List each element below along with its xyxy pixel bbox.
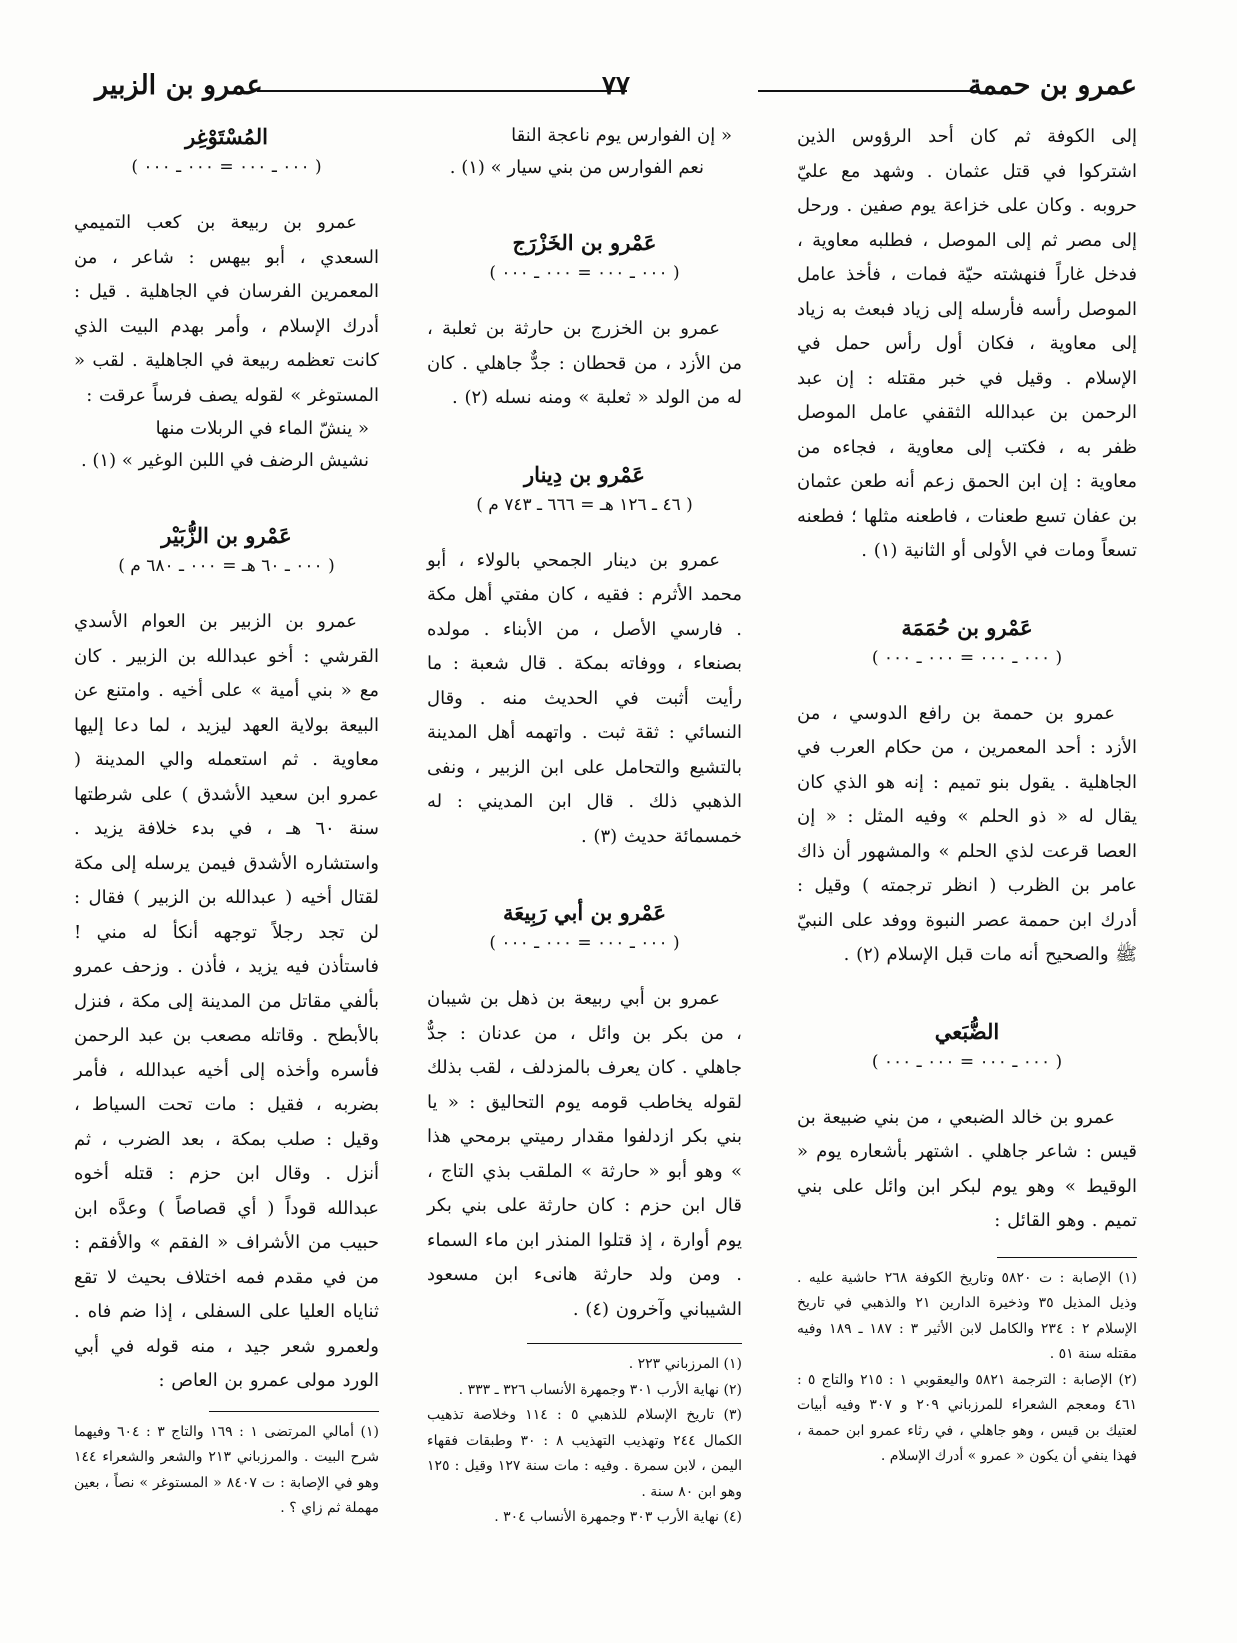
continued-text: إلى الكوفة ثم كان أحد الرؤوس الذين اشتركوا في قتل عثمان . وشهد مع عليّ حروبه . وكان على خزاعة يوم صفين . ورحل إلى مصر ثم إلى الموصل ، فطلبه معاوية ، فدخل غاراً فنهشته حيّة فمات ، فأخذ عامل الموصل رأسه فأرسله إلى زياد فبعث به زياد إلى معاوية ، فكان أول رأس حمل في الإسلام . وقيل في خبر مقتله : إن عبد الرحمن بن عبدالله الثقفي عامل الموصل ظفر به ، فكتب إلى معاوية ، فجاءه من معاوية : إن ابن الحمق زعم أنه طعن عثمان بن عفان تسع طعنات ، فاطعنه مثلها ؛ فطعنه تسعاً ومات في الأولى أو الثانية (١) . xyxy=(797,126,1137,561)
entry-dates: ( ٤٦ ـ ١٢٦ هـ = ٦٦٦ ـ ٧٤٣ م ) xyxy=(476,494,693,515)
entry-dates: ( ٠٠٠ ـ ٠٠٠ = ٠٠٠ ـ ٠٠٠ ) xyxy=(131,157,322,177)
entry-dates: ( ٠٠٠ ـ ٦٠ هـ = ٠٠٠ ـ ٦٨٠ م ) xyxy=(118,556,335,576)
entry-text: عمرو بن الخزرج بن حارثة بن ثعلبة ، من الأزد ، من قحطان : جدٌّ جاهلي . كان له من الولد « ثعلبة » ومنه نسله (٢) . xyxy=(427,318,742,408)
footnote-rule xyxy=(209,1411,379,1412)
entry-amr-ibn-dinar xyxy=(427,458,742,855)
footnote: (١) المرزباني ٢٢٣ . xyxy=(628,1356,742,1372)
footnote: (٣) تاريخ الإسلام للذهبي ٥ : ١١٤ وخلاصة تذهيب الكمال ٢٤٤ وتهذيب التهذيب ٨ : ٣٠ وطبقات فقهاء اليمن ، لابن سمرة . وفيه : مات سنة ١٢٧ وقيل : ١٢٥ وهو ابن ٨٠ سنة . xyxy=(427,1407,743,1500)
entry-text: عمرو بن ربيعة بن كعب التميمي السعدي ، أبو بيهس : شاعر ، من المعمرين الفرسان في الجاهلية . قيل : أدرك الإسلام ، وأمر بهدم البيت الذي كانت تعظمه ربيعة في الجاهلية . لقب « المستوغر » لقوله يصف فرساً عرقت : xyxy=(74,212,379,406)
entry-dates: ( ٠٠٠ ـ ٠٠٠ = ٠٠٠ ـ ٠٠٠ ) xyxy=(871,1051,1063,1072)
entry-amr-ibn-abi-rabia xyxy=(427,896,742,1327)
entry-text: عمرو بن أبي ربيعة بن ذهل بن شيبان ، من بكر بن وائل ، من عدنان : جدٌّ جاهلي . كان يعرف بالمزدلف ، لقب بذلك لقوله يخاطب قومه يوم التحاليق : « يا بني بكر ازدلفوا مقدار رميتي برمحي هذا » وهو أبو « حارثة » الملقب بذي التاج ، قال ابن حزم : كان حارثة على بني بكر يوم أوارة ، إذ قتلوا المنذر ابن ماء السماء . ومن ولد حارثة هانىء ابن مسعود الشيباني وآخرون (٤) . xyxy=(427,988,742,1320)
entry-dates: ( ٠٠٠ ـ ٠٠٠ = ٠٠٠ ـ ٠٠٠ ) xyxy=(489,933,680,953)
entry-heading: المُسْتَوْغِر xyxy=(185,124,268,149)
entry-text: عمرو بن دينار الجمحي بالولاء ، أبو محمد الأثرم : فقيه ، كان مفتي أهل مكة . فارسي الأصل ، من الأبناء . مولده بصنعاء ، ووفاته بمكة . قال شعبة : ما رأيت أثبت في الحديث منه . وقال النسائي : ثقة ثبت . واتهمه أهل المدينة بالتشيع والتحامل على ابن الزبير ، ونفى الذهبي ذلك . قال ابن المديني : له خمسمائة حديث (٣) . xyxy=(427,549,742,847)
footnote: (٢) الإصابة : الترجمة ٥٨٢١ واليعقوبي ١ : ٢١٥ والتاج ٥ : ٤٦١ ومعجم الشعراء للمرزباني ٢٠٩ و ٣٠٧ وفيه أبيات لعتيك بن قيس ، وهو جاهلي ، في رثاء عمرو ابن حممة ، فهذا ينفي أن يكون « عمرو » أدرك الإسلام . xyxy=(797,1371,1137,1464)
entry-heading: عَمْرو بن دِينار xyxy=(524,461,645,487)
page-number: ٧٧ xyxy=(602,71,630,101)
column-middle xyxy=(427,120,742,1618)
verse xyxy=(74,413,369,477)
header-rule-left xyxy=(257,90,627,92)
entry-al-dubai xyxy=(797,1015,1137,1239)
verse-line: نشيش الرضف في اللبن الوغير » (١) . xyxy=(80,450,369,471)
entry-text: عمرو بن الزبير بن العوام الأسدي القرشي : أخو عبدالله بن الزبير . كان مع « بني أمية » على أخيه . وامتنع عن البيعة بولاية العهد ليزيد ، لما دعا إليها معاوية . ثم استعمله والي المدينة ( عمرو ابن سعيد الأشدق ) على شرطتها سنة ٦٠ هـ ، في بدء خلافة يزيد . واستشاره الأشدق فيمن يرسله إلى مكة لقتال أخيه ( عبدالله بن الزبير ) فقال : لن تجد رجلاً توجهه أنكأ له مني ! فاستأذن فيه يزيد ، فأذن . وزحف عمرو بألفي مقاتل من المدينة إلى مكة ، فنزل بالأبطح . وقاتله مصعب بن عبد الرحمن فأسره وأخذه إلى أخيه عبدالله ، فأمر بضربه ، فقيل : مات تحت السياط ، وقيل : صلب بمكة ، بعد الضرب ، ثم أنزل . وقال ابن حزم : قتله أخوه عبدالله قوداً ( أي قصاصاً ) وعدَّه ابن حبيب من الأشراف « الفقم » والأفقم : من في مقدم فمه اختلاف بحيث لا تقع ثناياه العليا على السفلى ، إذا ضم فاه . ولعمرو شعر جيد ، منه قوله في أبي الورد مولى عمرو بن العاص : xyxy=(74,611,379,1391)
column-left xyxy=(74,120,379,1618)
entry-heading: عَمْرو بن الزُّبَيْر xyxy=(161,523,292,548)
entry-amr-ibn-humama xyxy=(797,611,1137,973)
entry-heading: عَمْرو بن الخَزْرَج xyxy=(512,230,657,255)
verse xyxy=(427,120,732,184)
footnote-rule xyxy=(997,1257,1137,1258)
entry-heading: عَمْرو بن حُمَمَة xyxy=(901,614,1033,640)
entry-amr-ibn-al-zubayr xyxy=(74,519,379,1399)
entry-heading: عَمْرو بن أبي رَبِيعَة xyxy=(502,900,667,925)
entry-amr-ibn-al-khazraj xyxy=(427,226,742,416)
verse-line: نعم الفوارس من بني سيار » (١) . xyxy=(449,157,704,178)
header-title-left: عمرو بن الزبير xyxy=(95,70,263,101)
footnote: (٤) نهاية الأرب ٣٠٣ وجمهرة الأنساب ٣٠٤ . xyxy=(494,1509,742,1525)
running-header xyxy=(95,68,1137,104)
entry-text: عمرو بن حممة بن رافع الدوسي ، من الأزد : أحد المعمرين ، من حكام العرب في الجاهلية . يقول بنو تميم : إنه هو الذي كان يقال له « ذو الحلم » وفيه المثل : « إن العصا قرعت لذي الحلم » والمشهور أن ذاك عامر بن الظرب ( انظر ترجمته ) وقيل : أدرك ابن حممة عصر النبوة ووفد على النبيّ ﷺ والصحيح أنه مات قبل الإسلام (٢) . xyxy=(797,702,1137,965)
footnote: (٢) نهاية الأرب ٣٠١ وجمهرة الأنساب ٣٢٦ ـ ٣٣٣ . xyxy=(458,1381,742,1398)
header-title-right: عمرو بن حممة xyxy=(968,70,1137,101)
entry-al-mustawghir xyxy=(74,120,379,477)
entry-dates: ( ٠٠٠ ـ ٠٠٠ = ٠٠٠ ـ ٠٠٠ ) xyxy=(489,263,680,283)
footnote-rule xyxy=(527,1343,742,1344)
column-right xyxy=(797,120,1137,1618)
verse-line: « إن الفوارس يوم ناعجة النقا xyxy=(511,125,732,146)
verse-line: « ينشّ الماء في الربلات منها xyxy=(155,418,369,439)
entry-text: عمرو بن خالد الضبعي ، من بني ضبيعة بن قيس : شاعر جاهلي . اشتهر بأشعاره يوم « الوقيط » وهو يوم لبكر ابن وائل على بني تميم . وهو القائل : xyxy=(797,1106,1137,1231)
entry-dates: ( ٠٠٠ ـ ٠٠٠ = ٠٠٠ ـ ٠٠٠ ) xyxy=(871,647,1063,668)
footnote: (١) أمالي المرتضى ١ : ١٦٩ والتاج ٣ : ٦٠٤ وفيهما شرح البيت . والمرزباني ٢١٣ والشعر والشعراء ١٤٤ وهو في الإصابة : ت ٨٤٠٧ « المستوغر » نصاً ، بعين مهملة ثم زاي ؟ . xyxy=(74,1423,379,1516)
entry-heading: الضُّبَعي xyxy=(934,1018,1000,1044)
footnote: (١) الإصابة : ت ٥٨٢٠ وتاريخ الكوفة ٢٦٨ حاشية عليه . وذيل المذيل ٣٥ وذخيرة الدارين ٢١ والذهبي في تاريخ الإسلام ٢ : ٢٣٤ والكامل لابن الأثير ٣ : ١٨٧ ـ ١٨٩ وفيه مقتله سنة ٥١ . xyxy=(797,1269,1138,1362)
